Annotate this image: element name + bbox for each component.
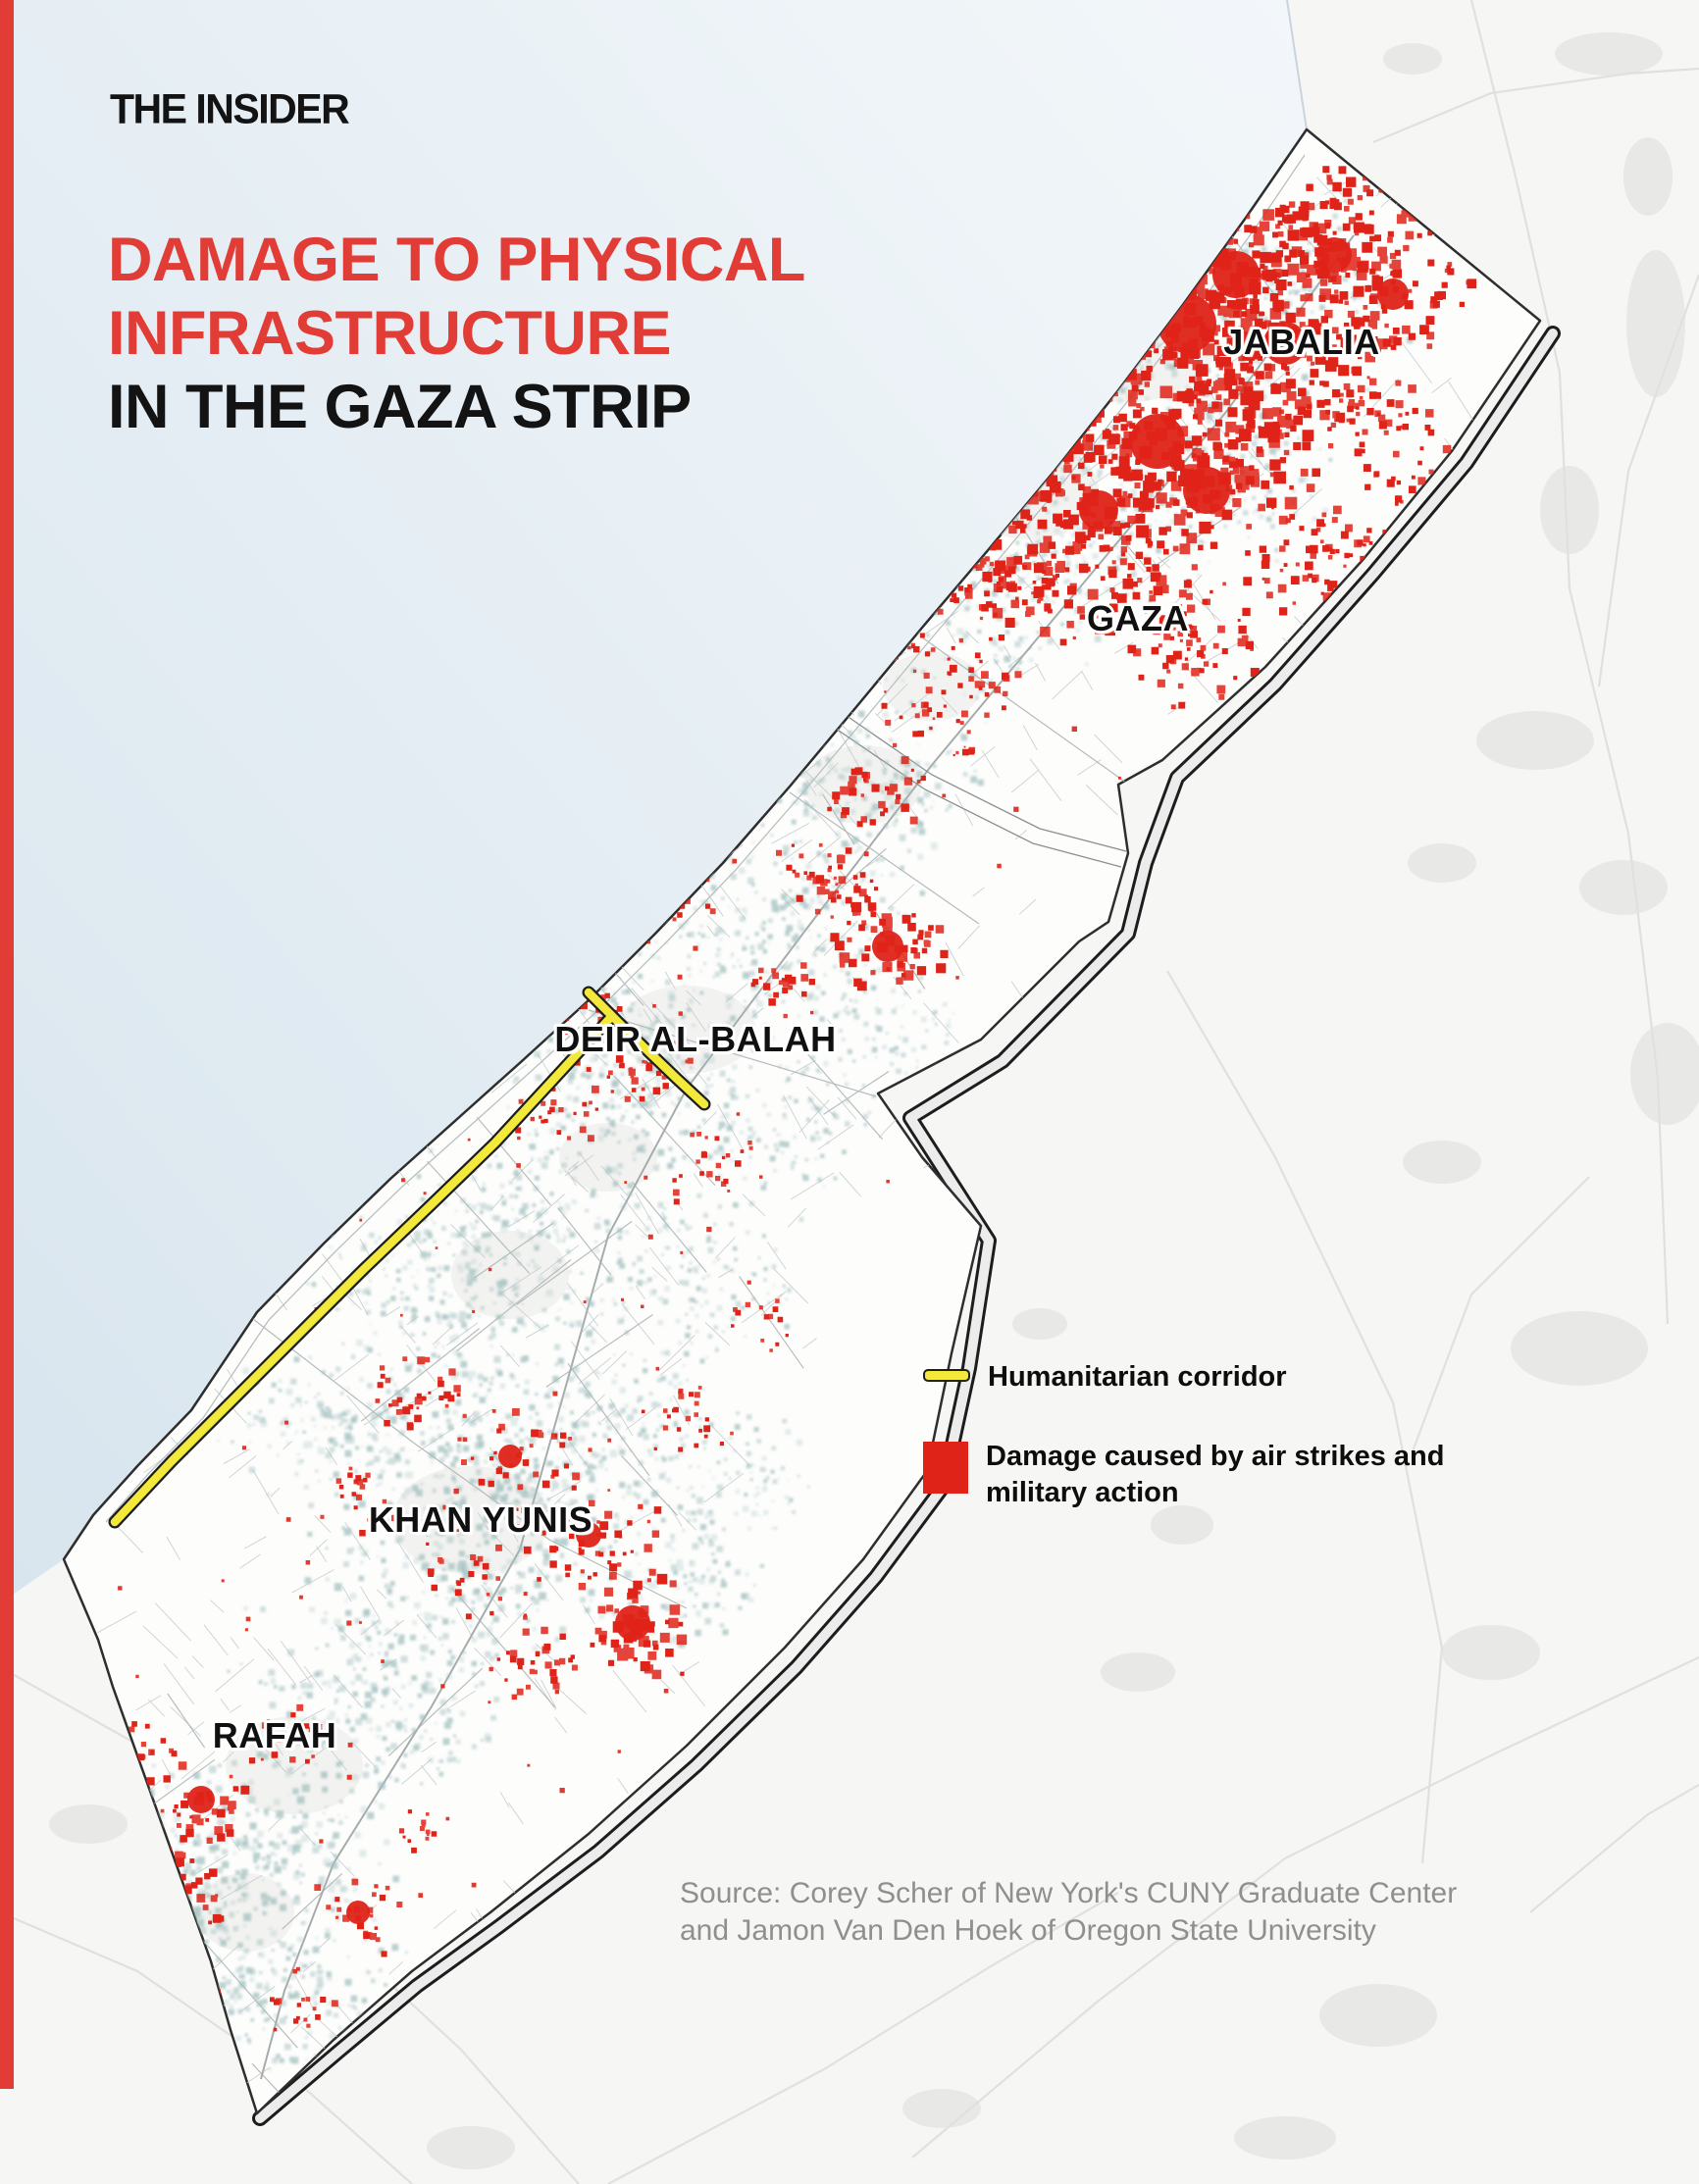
page-title-line-1: DAMAGE TO PHYSICAL bbox=[108, 226, 805, 294]
damage-swatch-icon bbox=[923, 1442, 968, 1494]
source-line-1: Source: Corey Scher of New York's CUNY Graduate Center bbox=[680, 1877, 1458, 1909]
legend-corridor-label: Humanitarian corridor bbox=[988, 1361, 1287, 1393]
map-label-khan-yunis: KHAN YUNIS bbox=[368, 1499, 593, 1540]
map-label-gaza: GAZA bbox=[1087, 598, 1189, 638]
source-line-2: and Jamon Van Den Hoek of Oregon State University bbox=[680, 1914, 1376, 1947]
page-title-line-3: IN THE GAZA STRIP bbox=[108, 373, 692, 441]
source-attribution bbox=[680, 1875, 1457, 1950]
legend-item-corridor bbox=[923, 1359, 1457, 1396]
corridor-swatch-icon bbox=[923, 1369, 970, 1382]
legend-damage-label: Damage caused by air strikes and military action bbox=[986, 1441, 1445, 1508]
accent-bar bbox=[0, 0, 14, 2089]
page-title-line-2: INFRASTRUCTURE bbox=[108, 299, 671, 368]
map-label-rafah: RAFAH bbox=[212, 1715, 337, 1755]
page-title bbox=[108, 224, 805, 444]
map-label-jabalia: JABALIA bbox=[1223, 322, 1380, 362]
brand-logo: THE INSIDER bbox=[110, 84, 349, 133]
map-label-deir-al-balah: DEIR AL-BALAH bbox=[554, 1019, 837, 1059]
legend bbox=[923, 1359, 1457, 1554]
legend-item-damage bbox=[923, 1439, 1457, 1511]
